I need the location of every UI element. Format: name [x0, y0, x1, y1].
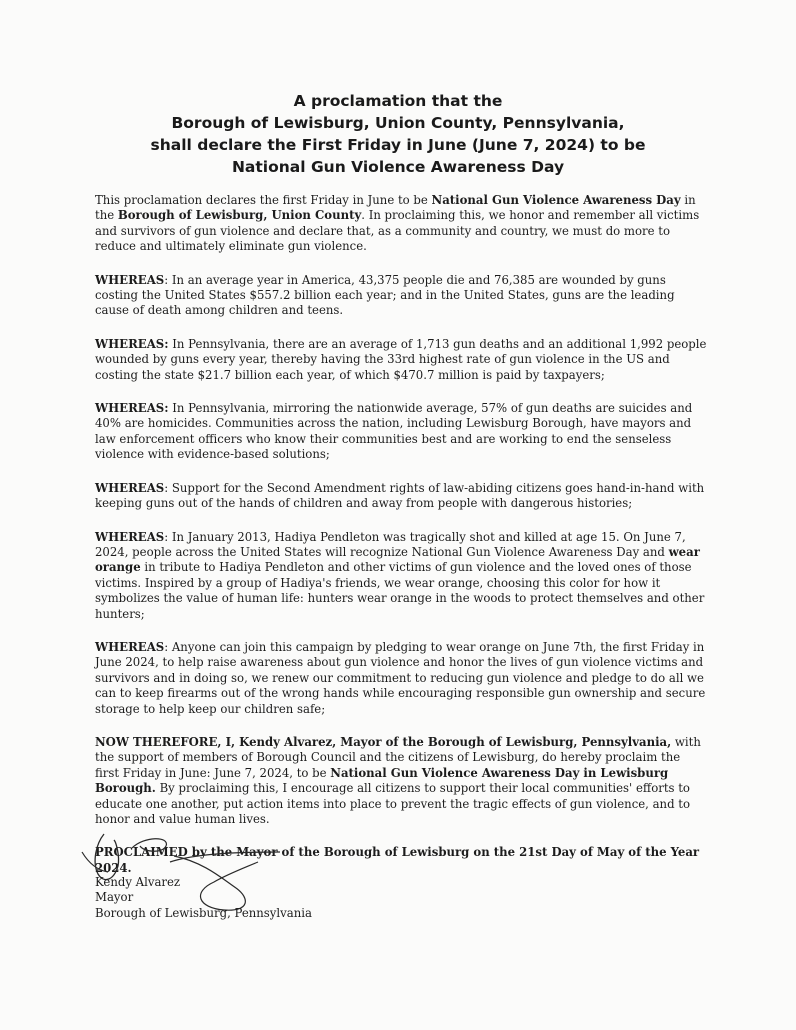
- proclamation-body: [95, 193, 707, 894]
- bold-text-run: WHEREAS:: [95, 401, 169, 416]
- whereas-clause: [95, 530, 707, 622]
- bold-text-run: WHEREAS:: [95, 336, 169, 351]
- whereas-clause: [95, 337, 707, 383]
- title-line-4: National Gun Violence Awareness Day: [231, 158, 565, 176]
- bold-text-run: WHEREAS: [95, 529, 165, 544]
- text-run: : In January 2013, Hadiya Pendleton was tragically shot and killed at age 15. On June 7, 2024, people across the United States will recognize National Gun Violence Awareness Day and: [95, 529, 686, 559]
- text-run: : In an average year in America, 43,375 people die and 76,385 are wounded by guns costing the United States $557.2 billion each year; and in the United States, guns are the leading cause of death among children and teens.: [95, 272, 675, 318]
- whereas-clause: [95, 401, 707, 463]
- signatory-name: Kendy Alvarez: [95, 875, 181, 889]
- text-run: in the: [95, 193, 696, 223]
- title-line-1: A proclamation that the: [293, 92, 503, 110]
- bold-text-run: WHEREAS: [95, 639, 165, 654]
- text-run: By proclaiming this, I encourage all citizens to support their local communities' efforts to educate one another, put action items into place to prevent the tragic effects of gun violence, and to honor and value human lives.: [95, 781, 691, 826]
- signature-block: [95, 875, 312, 921]
- bold-text-run: National Gun Violence Awareness Day: [431, 193, 681, 207]
- text-run: In Pennsylvania, there are an average of 1,713 gun deaths and an additional 1,992 people wounded by guns every year, thereby having the 33rd highest rate of gun violence in the US and costing the state $21.7 billion each year, of which $470.7 million is paid by taxpayers;: [95, 336, 707, 382]
- bold-text-run: WHEREAS: [95, 480, 165, 495]
- bold-text-run: wear orange: [95, 544, 700, 575]
- bold-text-run: Borough of Lewisburg, Union County: [117, 208, 362, 223]
- whereas-clauses: [95, 273, 707, 717]
- text-run: . In proclaiming this, we honor and remember all victims and survivors of gun violence and declare that, as a community and country, we must do more to reduce and ultimately eliminate gun violence.: [95, 208, 700, 254]
- text-run: in tribute to Hadiya Pendleton and other victims of gun violence and the loved ones of those victims. Inspired by a group of Hadiya's friends, we wear orange, choosing this color for how it symbolizes the value of human life: hunters wear orange in the woods to protect themselves and other hunters;: [95, 560, 705, 621]
- text-run: : Anyone can join this campaign by pledging to wear orange on June 7th, the first Friday in June 2024, to help raise awareness about gun violence and honor the lives of gun violence victims and survivors and in doing so, we renew our commitment to reducing gun violence and pledge to do all we can to keep firearms out of the wrong hands while encouraging responsible gun ownership and secure storage to help keep our children safe;: [95, 639, 706, 716]
- now-therefore-paragraph: [95, 735, 707, 827]
- text-run: with the support of members of Borough Council and the citizens of Lewisburg, do hereby proclaim the first Friday in June: June 7, 2024, to be: [95, 734, 701, 780]
- whereas-clause: [95, 481, 707, 512]
- bold-text-run: WHEREAS: [95, 272, 165, 287]
- bold-text-run: NOW THEREFORE, I, Kendy Alvarez, Mayor of the Borough of Lewisburg, Pennsylvania,: [95, 734, 672, 749]
- signatory-role: Mayor: [95, 890, 134, 905]
- whereas-clause: [95, 273, 707, 319]
- proclaimed-statement: PROCLAIMED by the Mayor of the Borough of Lewisburg on the 21st Day of May of the Year 2024.: [95, 845, 700, 875]
- text-run: : Support for the Second Amendment rights of law-abiding citizens goes hand-in-hand with keeping guns out of the hands of children and away from people with dangerous histories;: [95, 480, 705, 511]
- title-line-3: shall declare the First Friday in June (June 7, 2024) to be: [150, 136, 646, 154]
- text-run: This proclamation declares the first Friday in June to be: [95, 193, 432, 207]
- bold-text-run: National Gun Violence Awareness Day in Lewisburg Borough.: [95, 765, 669, 796]
- whereas-clause: [95, 640, 707, 717]
- intro-paragraph: [95, 193, 707, 255]
- text-run: In Pennsylvania, mirroring the nationwide average, 57% of gun deaths are suicides and 40% are homicides. Communities across the nation, including Lewisburg Borough, have mayors and law enforcement officers who know their communities best and are working to end the senseless violence with evidence-based solutions;: [95, 401, 693, 462]
- title-line-2: Borough of Lewisburg, Union County, Pennsylvania,: [171, 114, 625, 132]
- signatory-organization: Borough of Lewisburg, Pennsylvania: [95, 905, 312, 920]
- proclamation-title: [0, 90, 796, 178]
